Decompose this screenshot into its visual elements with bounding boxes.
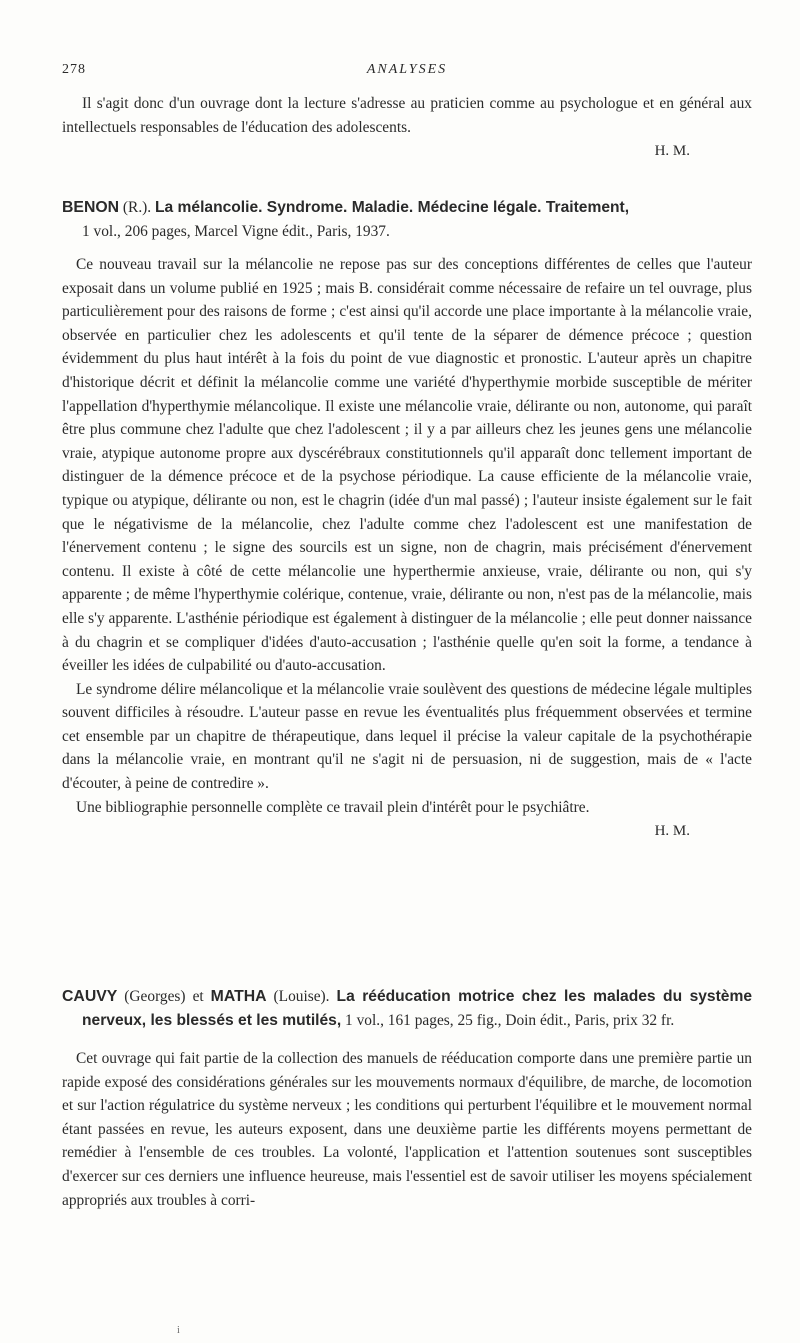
- carryover-signature: H. M.: [654, 143, 690, 160]
- book-title: La mélancolie. Syndrome. Maladie. Médecine légale. Traitement,: [155, 199, 630, 216]
- author-initial: (R.).: [122, 199, 152, 216]
- review-paragraph: Le syndrome délire mélancolique et la mélancolie vraie soulèvent des questions de médecine légale multiples souvent difficiles à résoudre. L'auteur passe en revue les éventualités plus fréquemment observées et termine cet ensemble par un chapitre de thérapeutique, dans lequel il précise la valeur capitale de la psychothérapie dans la mélancolie vraie, en montrant qu'il ne s'agit ni de persuasion, ni de suggestion, mais de « l'acte d'écouter, à peine de contredire ».: [62, 680, 752, 793]
- review-paragraph: Une bibliographie personnelle complète ce travail plein d'intérêt pour le psychiâtre.: [76, 798, 590, 816]
- review-heading: [62, 985, 752, 1032]
- carryover-paragraph: Il s'agit donc d'un ouvrage dont la lecture s'adresse au praticien comme au psychologue et en général aux intellectuels responsables de l'éducation des adolescents.: [62, 95, 752, 136]
- review-signature: H. M.: [654, 823, 690, 840]
- page: [62, 0, 752, 1343]
- author-connector: et: [192, 988, 204, 1005]
- author-surname: BENON: [62, 199, 120, 216]
- author2-first: (Louise).: [273, 988, 330, 1005]
- carryover-block: [62, 92, 752, 163]
- page-number: 278: [62, 62, 86, 77]
- review-cauvy-matha: [62, 985, 752, 1212]
- author2-surname: MATHA: [210, 988, 267, 1005]
- publication-info: 1 vol., 206 pages, Marcel Vigne édit., Paris, 1937.: [82, 222, 390, 240]
- book-title: La rééducation motrice chez les malades du système nerveux, les blessés et les mutilés,: [82, 988, 752, 1029]
- review-paragraph: Cet ouvrage qui fait partie de la collection des manuels de rééducation comporte dans une première partie un rapide exposé des considérations générales sur les mouvements normaux d'équilibre, de marche, de locomotion et sur l'action régulatrice du système nerveux ; les conditions qui perturbent l'équilibre et le mouvement normal étant passées en revue, les auteurs exposent, dans une deuxième partie les différents moyens permettant de remédier à l'ensemble de ces troubles. La volonté, l'application et l'attention soutenues sont susceptibles d'exercer sur ces derniers une influence heureuse, mais l'essentiel est de savoir utiliser les moyens spécialement appropriés aux troubles à corri-: [62, 1050, 752, 1209]
- running-head: [62, 62, 752, 82]
- footer-mark: i: [177, 1325, 180, 1336]
- review-heading: [62, 196, 752, 243]
- publication-info: 1 vol., 161 pages, 25 fig., Doin édit., Paris, prix 32 fr.: [345, 1011, 675, 1029]
- journal-title: ANALYSES: [366, 62, 448, 77]
- review-paragraph: Ce nouveau travail sur la mélancolie ne repose pas sur des conceptions différentes de celles que l'auteur exposait dans un volume publié en 1925 ; mais B. considérait comme nécessaire de refaire un tel ouvrage, plus particulièrement pour des raisons de forme ; c'est ainsi qu'il accorde une place importante à la mélancolie vraie, observée en particulier chez les adolescents et qu'il tente de la séparer de démence précoce ; question évidemment du plus haut intérêt à la fois du point de vue diagnostic et pronostic. L'auteur après un chapitre d'historique décrit et définit la mélancolie comme une variété d'hyperthymie morbide susceptible de mériter l'appellation d'hyperthymie mélancolique. Il existe une mélancolie vraie, délirante ou non, autonome, qui paraît être plus commune chez l'adulte que chez l'adolescent ; il y a par ailleurs chez les jeunes gens une mélancolie vraie, atypique autonome propre aux dyscérébraux constitutionnels qu'il apparaît donc tellement important de distinguer de la démence précoce et de la psychose périodique. La cause efficiente de la mélancolie vraie, typique ou atypique, délirante ou non, est le chagrin (idée d'un mal passé) ; l'auteur insiste également sur le fait que le négativisme de la mélancolie, chez l'adulte comme chez l'adolescent est une manifestation de l'énervement contenu ; le signe des sourcils est un signe, non de chagrin, mais précisément d'énervement contenu. Il existe à côté de cette mélancolie une hyperthermie anxieuse, vraie, délirante ou non, qui s'y apparente ; de même l'hyperthymie colérique, contenue, vraie, délirante ou non, n'est pas de la mélancolie, mais elle s'y apparente. L'asthénie périodique est également à distinguer de la mélancolie ; elle peut donner naissance à du chagrin et se compliquer d'idées d'auto-accusation ; l'asthénie quelle qu'en soit la forme, a tendance à éveiller les idées de culpabilité ou d'auto-accusation.: [62, 256, 752, 675]
- author1-surname: CAUVY: [62, 988, 118, 1005]
- review-benon: [62, 196, 752, 843]
- author1-first: (Georges): [124, 988, 186, 1005]
